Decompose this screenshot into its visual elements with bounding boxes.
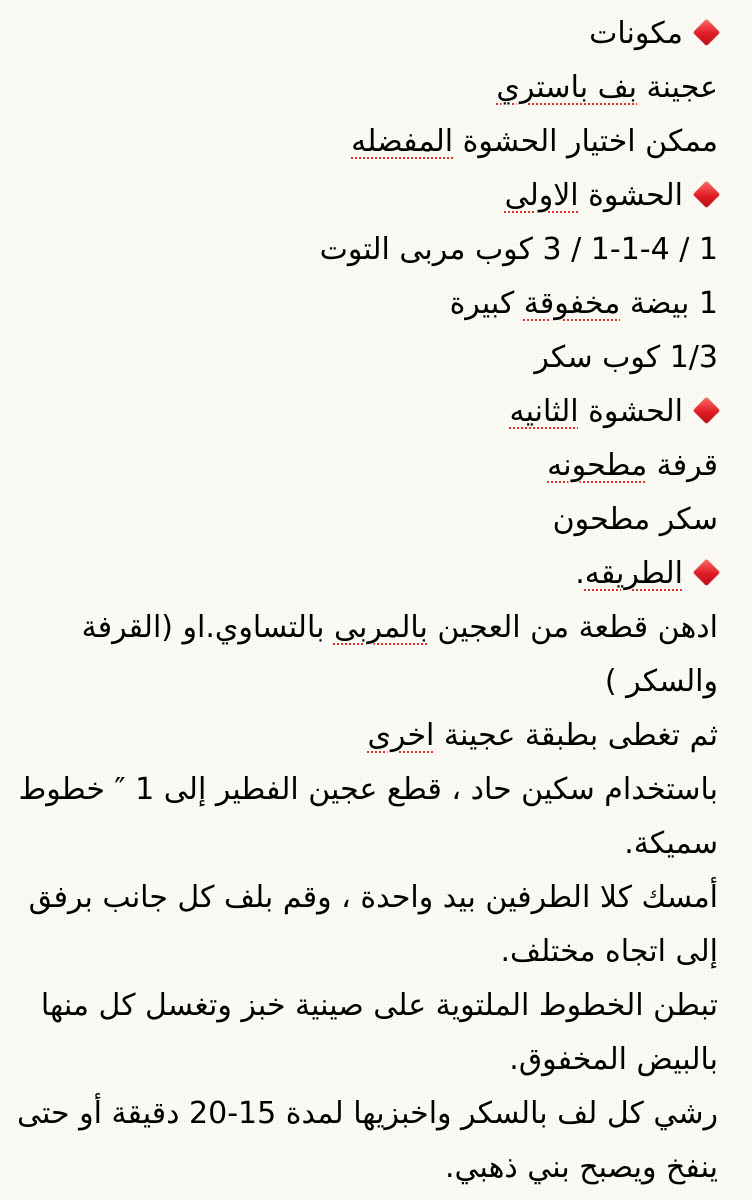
egg-suffix: كبيرة — [449, 286, 524, 321]
step1-underlined: بالمربى — [333, 610, 428, 645]
step-5: تبطن الخطوط الملتوية على صينية خبز وتغسل كل منها بالبيض المخفوق. — [40, 988, 718, 1077]
step-1 — [14, 601, 718, 709]
step-6: رشي كل لف بالسكر واخبزيها لمدة 15-20 دقيقة أو حتى ينفخ ويصبح بني ذهبي. — [16, 1096, 718, 1185]
step-2 — [14, 709, 718, 763]
step1-prefix: ادهن قطعة من العجين — [427, 610, 718, 645]
filling-choice-prefix: ممكن اختيار الحشوة — [453, 124, 718, 159]
second-filling-prefix: الحشوة — [578, 394, 683, 429]
red-diamond-icon — [693, 397, 720, 424]
red-diamond-icon — [693, 181, 720, 208]
method-heading — [14, 547, 718, 601]
step2-underlined: اخرى — [367, 718, 435, 753]
first-filling-underlined: الاولى — [504, 178, 579, 213]
cinnamon-prefix: قرفة — [647, 448, 718, 483]
red-diamond-icon — [693, 19, 720, 46]
second-filling-underlined: الثانيه — [509, 394, 579, 429]
cinnamon-line — [14, 439, 718, 493]
step1-suffix: بالتساوي.او (القرفة والسكر ) — [81, 610, 718, 699]
first-filling-heading — [14, 169, 718, 223]
egg-prefix: 1 بيضة — [620, 286, 718, 321]
filling-choice-line — [14, 115, 718, 169]
cinnamon-underlined: مطحونه — [547, 448, 648, 483]
dough-name: بف باستري — [496, 70, 637, 105]
step-3: باستخدام سكين حاد ، قطع عجين الفطير إلى 1 ″ خطوط سميكة. — [18, 772, 718, 861]
red-diamond-icon — [693, 559, 720, 586]
step-4: أمسك كلا الطرفين بيد واحدة ، وقم بلف كل جانب برفق إلى اتجاه مختلف. — [28, 880, 718, 969]
dough-line — [14, 61, 718, 115]
ingredients-heading — [14, 7, 718, 61]
first-filling-prefix: الحشوة — [578, 178, 683, 213]
ground-sugar-line: سكر مطحون — [552, 502, 718, 537]
sugar-amount-line: 1/3 كوب سكر — [534, 340, 718, 375]
egg-line — [14, 277, 718, 331]
ingredients-heading-text: مكونات — [589, 16, 683, 51]
jam-amount-line: 1 / 1-1-4 / 3 كوب مربى التوت — [319, 232, 718, 267]
method-underlined: الطريقه — [584, 556, 683, 591]
step2-prefix: ثم تغطى بطبقة عجينة — [434, 718, 718, 753]
second-filling-heading — [14, 385, 718, 439]
method-suffix: . — [575, 556, 585, 591]
egg-underlined: مخفوقة — [523, 286, 621, 321]
dough-prefix: عجينة — [637, 70, 718, 105]
filling-choice-underlined: المفضله — [351, 124, 454, 159]
